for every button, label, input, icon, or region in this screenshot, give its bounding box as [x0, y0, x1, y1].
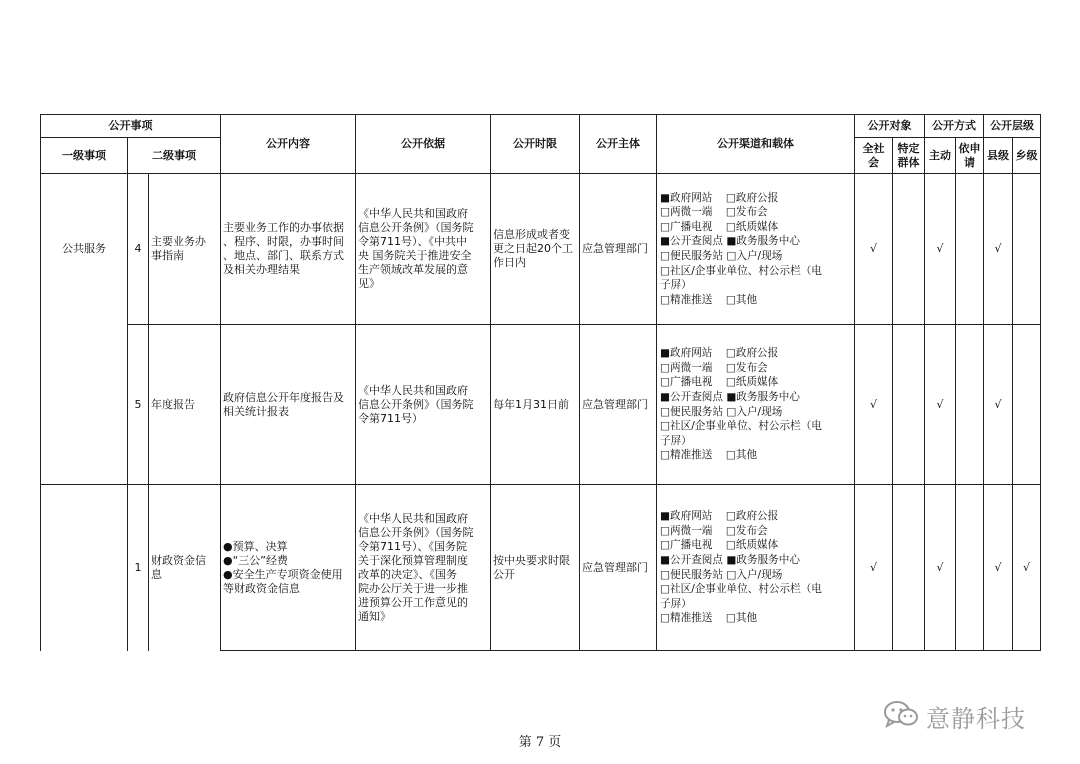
county-cell: √	[984, 174, 1013, 325]
table-row	[41, 325, 1041, 485]
on-request-cell	[956, 485, 984, 651]
header-level2-item: 二级事项	[128, 138, 221, 174]
row-number: 1	[128, 485, 149, 651]
time-limit-cell: 每年1月31日前	[491, 325, 580, 485]
content-cell: 政府信息公开年度报告及 相关统计报表	[221, 325, 356, 485]
on-request-cell	[956, 325, 984, 485]
table-row	[41, 485, 1041, 651]
row-number: 5	[128, 325, 149, 485]
all-society-cell: √	[855, 325, 893, 485]
level2-cell: 财政资金信 息	[149, 485, 221, 651]
table-row	[41, 174, 1041, 325]
header-method: 公开方式	[925, 115, 984, 138]
header-level-township: 乡级	[1013, 138, 1041, 174]
channels-cell: ■政府网站 □政府公报 □两微一端 □发布会 □广播电视 □纸质媒体 ■公开查阅点 ■政务服务中心 □便民服务站 □入户/现场 □社区/企事业单位、村公示栏（电 子屏） □精准推送 □其他	[657, 174, 855, 325]
disclosure-table	[40, 114, 1041, 651]
level1-label: 公共服务	[62, 242, 106, 255]
header-basis: 公开依据	[356, 115, 491, 174]
header-audience-specific: 特定 群体	[893, 138, 925, 174]
specific-group-cell	[893, 325, 925, 485]
header-public-items: 公开事项	[41, 115, 221, 138]
level1-cell	[41, 174, 128, 485]
township-cell: √	[1013, 485, 1041, 651]
basis-cell: 《中华人民共和国政府 信息公开条例》（国务院 令第711号）、《中共中 央 国务院关于推进安全 生产领域改革发展的意 见》	[356, 174, 491, 325]
level2-cell: 年度报告	[149, 325, 221, 485]
content-cell: 主要业务工作的办事依据 、程序、时限，办事时间 、地点、部门、联系方式 及相关办理结果	[221, 174, 356, 325]
header-level1-item: 一级事项	[41, 138, 128, 174]
watermark	[882, 698, 1026, 734]
subject-cell: 应急管理部门	[580, 325, 657, 485]
header-method-request: 依申 请	[956, 138, 984, 174]
basis-cell: 《中华人民共和国政府 信息公开条例》（国务院 令第711号）	[356, 325, 491, 485]
header-channels: 公开渠道和载体	[657, 115, 855, 174]
basis-cell: 《中华人民共和国政府 信息公开条例》（国务院 令第711号）、《国务院 关于深化预算管理制度 改革的决定》、《国务 院办公厅关于进一步推 进预算公开工作意见的 通知》	[356, 485, 491, 651]
active-cell: √	[925, 174, 956, 325]
channels-cell: ■政府网站 □政府公报 □两微一端 □发布会 □广播电视 □纸质媒体 ■公开查阅点 ■政务服务中心 □便民服务站 □入户/现场 □社区/企事业单位、村公示栏（电 子屏） □精准推送 □其他	[657, 325, 855, 485]
content-cell: ●预算、决算 ●“三公”经费 ●安全生产专项资金使用 等财政资金信息	[221, 485, 356, 651]
time-limit-cell: 信息形成或者变 更之日起20个工 作日内	[491, 174, 580, 325]
township-cell	[1013, 325, 1041, 485]
level1-cell	[41, 485, 128, 651]
township-cell	[1013, 174, 1041, 325]
county-cell: √	[984, 325, 1013, 485]
specific-group-cell	[893, 485, 925, 651]
active-cell: √	[925, 485, 956, 651]
header-audience: 公开对象	[855, 115, 925, 138]
all-society-cell: √	[855, 485, 893, 651]
header-time-limit: 公开时限	[491, 115, 580, 174]
header-level: 公开层级	[984, 115, 1041, 138]
header-content: 公开内容	[221, 115, 356, 174]
subject-cell: 应急管理部门	[580, 485, 657, 651]
page-number: 第 7 页	[518, 735, 562, 750]
county-cell: √	[984, 485, 1013, 651]
time-limit-cell: 按中央要求时限 公开	[491, 485, 580, 651]
header-level-county: 县级	[984, 138, 1013, 174]
active-cell: √	[925, 325, 956, 485]
header-method-active: 主动	[925, 138, 956, 174]
row-number: 4	[128, 174, 149, 325]
all-society-cell: √	[855, 174, 893, 325]
watermark-text: 意静科技	[926, 704, 1026, 733]
level2-cell: 主要业务办 事指南	[149, 174, 221, 325]
on-request-cell	[956, 174, 984, 325]
channels-cell: ■政府网站 □政府公报 □两微一端 □发布会 □广播电视 □纸质媒体 ■公开查阅点 ■政务服务中心 □便民服务站 □入户/现场 □社区/企事业单位、村公示栏（电 子屏） □精准推送 □其他	[657, 485, 855, 651]
header-audience-all: 全社 会	[855, 138, 893, 174]
header-subject: 公开主体	[580, 115, 657, 174]
subject-cell: 应急管理部门	[580, 174, 657, 325]
specific-group-cell	[893, 174, 925, 325]
wechat-icon	[882, 699, 920, 733]
